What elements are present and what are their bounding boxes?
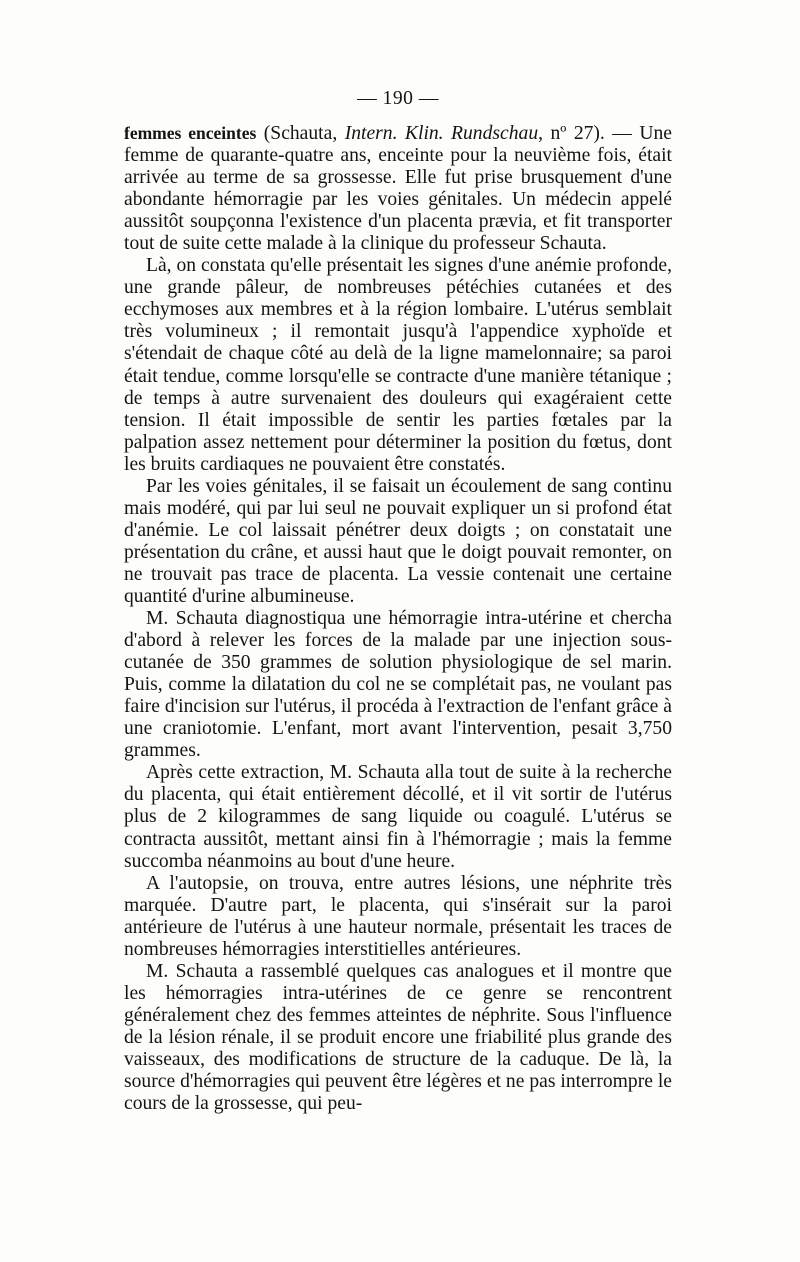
journal-title: Intern. Klin. Rundschau: [344, 123, 539, 144]
page-number: — 190 —: [357, 88, 439, 109]
paragraph-extraction: Après cette extraction, M. Schauta alla tout de suite à la recherche du placenta, qui était entièrement décollé, et il vit sortir de l'utérus plus de 2 kilogrammes de sang liquide ou coagulé. L'utérus se contracta aussitôt, mettant ainsi fin à l'hémorragie ; mais la femme succomba néanmoins au bout d'une heure.: [124, 762, 672, 872]
intro-text: — Une femme de quarante-quatre ans, enceinte pour la neuvième fois, était arrivée au terme de sa grossesse. Elle fut prise brusquement d'une abondante hémorragie par les voies génitales. Un médecin appelé aussitôt soupçonna l'existence d'un placenta prævia, et fit transporter tout de suite cette malade à la clinique du professeur Schauta.: [124, 123, 672, 255]
paragraph-conclusion: M. Schauta a rassemblé quelques cas analogues et il montre que les hémorragies intra-utérines de ce genre se rencontrent généralement chez des femmes atteintes de néphrite. Sous l'influence de la lésion rénale, il se produit encore une friabilité plus grande des vaisseaux, des modifications de structure de la caduque. De là, la source d'hémorragies qui peuvent être légères et ne pas interrompre le cours de la grossesse, qui peu-: [124, 960, 672, 1115]
citation-open: (Schauta,: [256, 123, 345, 144]
citation-close: , nº 27).: [538, 123, 605, 144]
paragraph-diagnosis: M. Schauta diagnostiqua une hémorragie intra-utérine et chercha d'abord à relever les forces de la malade par une injection sous-cutanée de 350 grammes de solution physiologique de sel marin. Puis, comme la dilatation du col ne se complétait pas, ne voulant pas faire d'incision sur l'utérus, il procéda à l'extraction de l'enfant grâce à une craniotomie. L'enfant, mort avant l'intervention, pesait 3,750 grammes.: [124, 608, 672, 762]
paragraph-genital-exam: Par les voies génitales, il se faisait un écoulement de sang continu mais modéré, qui par lui seul ne pouvait expliquer un si profond état d'anémie. Le col laissait pénétrer deux doigts ; on constatait une présentation du crâne, et aussi haut que le doigt pouvait remonter, on ne trouvait pas trace de placenta. La vessie contenait une certaine quantité d'urine albumineuse.: [124, 475, 672, 607]
lead-heading: femmes enceintes: [124, 123, 257, 143]
paragraph-autopsy: A l'autopsie, on trouva, entre autres lésions, une néphrite très marquée. D'autre part, le placenta, qui s'insérait sur la paroi antérieure de l'utérus à une hauteur normale, présentait les traces de nombreuses hémorragies interstitielles antérieures.: [124, 872, 672, 960]
paragraph-anemia: Là, on constata qu'elle présentait les signes d'une anémie profonde, une grande pâleur, de nombreuses pétéchies cutanées et des ecchymoses aux membres et à la région lombaire. L'utérus semblait très volumineux ; il remontait jusqu'à l'appendice xyphoïde et s'étendait de chaque côté au delà de la ligne mamelonnaire; sa paroi était tendue, comme lorsqu'elle se contracte d'une manière tétanique ; de temps à autre survenaient des douleurs qui exagéraient cette tension. Il était impossible de sentir les parties fœtales par la palpation assez nettement pour déterminer la position du fœtus, dont les bruits cardiaques ne pouvaient être constatés.: [124, 255, 672, 475]
page-text: [124, 88, 672, 1115]
paragraph-intro: [124, 122, 672, 255]
